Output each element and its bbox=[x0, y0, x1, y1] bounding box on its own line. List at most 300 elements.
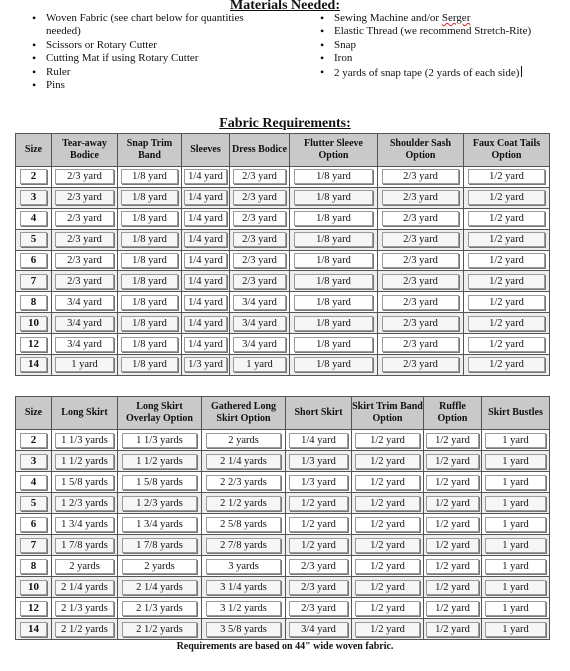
yardage-value: 2/3 yard bbox=[233, 274, 287, 289]
yardage-value: 1/2 yard bbox=[468, 357, 545, 372]
yardage-value: 2 1/3 yards bbox=[122, 601, 197, 616]
yardage-cell bbox=[118, 292, 182, 313]
yardage-cell bbox=[286, 430, 352, 451]
size-cell bbox=[16, 208, 52, 229]
spellcheck-word-serger[interactable]: Serger bbox=[441, 12, 471, 24]
yardage-cell bbox=[286, 619, 352, 640]
yardage-value: 3/4 yard bbox=[55, 316, 114, 331]
yardage-cell bbox=[202, 451, 286, 472]
yardage-value: 1/2 yard bbox=[468, 253, 545, 268]
yardage-value: 1 1/2 yards bbox=[122, 454, 197, 469]
yardage-cell bbox=[378, 355, 464, 376]
size-cell bbox=[16, 313, 52, 334]
yardage-value: 1/2 yard bbox=[355, 622, 419, 637]
yardage-cell bbox=[52, 208, 118, 229]
table-row bbox=[16, 430, 550, 451]
yardage-value: 1/2 yard bbox=[426, 475, 478, 490]
table-row bbox=[16, 598, 550, 619]
yardage-value: 2/3 yard bbox=[289, 580, 348, 595]
yardage-cell bbox=[182, 250, 230, 271]
column-header: Shoulder Sash Option bbox=[378, 134, 464, 167]
yardage-value: 2 1/4 yards bbox=[122, 580, 197, 595]
column-header: Short Skirt bbox=[286, 397, 352, 430]
yardage-value: 1 3/4 yards bbox=[122, 517, 197, 532]
yardage-value: 1 1/2 yards bbox=[55, 454, 114, 469]
yardage-cell bbox=[482, 556, 550, 577]
table-row bbox=[16, 271, 550, 292]
yardage-value: 2/3 yard bbox=[233, 190, 287, 205]
table-row bbox=[16, 313, 550, 334]
yardage-value: 1/8 yard bbox=[294, 211, 373, 226]
yardage-value: 1/2 yard bbox=[426, 601, 478, 616]
yardage-value: 2/3 yard bbox=[55, 253, 114, 268]
yardage-cell bbox=[290, 250, 378, 271]
yardage-value: 3/4 yard bbox=[233, 337, 287, 352]
size-value: 14 bbox=[20, 622, 47, 637]
yardage-value: 1 yard bbox=[485, 433, 546, 448]
materials-item: • Cutting Mat if using Rotary Cutter bbox=[30, 52, 255, 65]
yardage-value: 1/2 yard bbox=[468, 337, 545, 352]
yardage-cell bbox=[52, 167, 118, 188]
size-value: 4 bbox=[20, 475, 47, 490]
size-value: 5 bbox=[20, 232, 47, 247]
yardage-cell bbox=[290, 271, 378, 292]
yardage-cell bbox=[230, 355, 290, 376]
yardage-cell bbox=[352, 451, 424, 472]
yardage-value: 1 yard bbox=[485, 538, 546, 553]
yardage-cell bbox=[202, 472, 286, 493]
yardage-cell bbox=[378, 313, 464, 334]
yardage-value: 1 5/8 yards bbox=[122, 475, 197, 490]
yardage-cell bbox=[118, 313, 182, 334]
yardage-value: 1/2 yard bbox=[468, 169, 545, 184]
yardage-value: 3 yards bbox=[206, 559, 281, 574]
size-cell bbox=[16, 619, 52, 640]
yardage-cell bbox=[290, 167, 378, 188]
yardage-cell bbox=[230, 167, 290, 188]
table-header-row bbox=[16, 397, 550, 430]
table-row bbox=[16, 493, 550, 514]
column-header: Flutter Sleeve Option bbox=[290, 134, 378, 167]
yardage-value: 1/2 yard bbox=[355, 538, 419, 553]
yardage-cell bbox=[118, 556, 202, 577]
yardage-value: 2/3 yard bbox=[382, 211, 459, 226]
yardage-cell bbox=[290, 292, 378, 313]
yardage-value: 1/2 yard bbox=[468, 232, 545, 247]
yardage-value: 2/3 yard bbox=[382, 232, 459, 247]
size-value: 10 bbox=[20, 580, 47, 595]
yardage-cell bbox=[482, 535, 550, 556]
yardage-value: 1/2 yard bbox=[426, 454, 478, 469]
size-cell bbox=[16, 556, 52, 577]
yardage-cell bbox=[352, 556, 424, 577]
yardage-cell bbox=[230, 187, 290, 208]
yardage-cell bbox=[182, 334, 230, 355]
yardage-cell bbox=[118, 334, 182, 355]
yardage-cell bbox=[52, 187, 118, 208]
yardage-value: 1/8 yard bbox=[121, 316, 178, 331]
size-value: 8 bbox=[20, 295, 47, 310]
yardage-value: 2 7/8 yards bbox=[206, 538, 281, 553]
yardage-value: 3/4 yard bbox=[233, 295, 287, 310]
yardage-value: 2 1/2 yards bbox=[122, 622, 197, 637]
yardage-value: 3/4 yard bbox=[233, 316, 287, 331]
column-header: Sleeves bbox=[182, 134, 230, 167]
yardage-value: 1/8 yard bbox=[294, 253, 373, 268]
yardage-cell bbox=[290, 355, 378, 376]
yardage-value: 2 2/3 yards bbox=[206, 475, 281, 490]
yardage-cell bbox=[52, 619, 118, 640]
yardage-value: 1/8 yard bbox=[294, 316, 373, 331]
yardage-value: 1/4 yard bbox=[184, 190, 227, 205]
yardage-cell bbox=[378, 250, 464, 271]
yardage-cell bbox=[182, 292, 230, 313]
yardage-value: 2 1/2 yards bbox=[55, 622, 114, 637]
size-cell bbox=[16, 535, 52, 556]
yardage-cell bbox=[230, 271, 290, 292]
yardage-cell bbox=[424, 451, 482, 472]
yardage-cell bbox=[424, 556, 482, 577]
yardage-value: 1/3 yard bbox=[184, 357, 227, 372]
size-value: 7 bbox=[20, 274, 47, 289]
yardage-value: 1/2 yard bbox=[426, 517, 478, 532]
table-row bbox=[16, 187, 550, 208]
yardage-cell bbox=[424, 598, 482, 619]
yardage-value: 1 5/8 yards bbox=[55, 475, 114, 490]
yardage-cell bbox=[52, 430, 118, 451]
yardage-value: 2/3 yard bbox=[233, 232, 287, 247]
yardage-value: 1/8 yard bbox=[121, 190, 178, 205]
yardage-value: 1/2 yard bbox=[355, 580, 419, 595]
yardage-value: 1/3 yard bbox=[289, 454, 348, 469]
yardage-cell bbox=[118, 619, 202, 640]
yardage-cell bbox=[482, 451, 550, 472]
materials-item: • Scissors or Rotary Cutter bbox=[30, 39, 255, 52]
yardage-cell bbox=[286, 472, 352, 493]
yardage-cell bbox=[378, 208, 464, 229]
yardage-cell bbox=[286, 556, 352, 577]
yardage-value: 2/3 yard bbox=[382, 253, 459, 268]
yardage-value: 1/2 yard bbox=[468, 316, 545, 331]
size-value: 3 bbox=[20, 454, 47, 469]
yardage-value: 1/2 yard bbox=[426, 559, 478, 574]
yardage-cell bbox=[290, 229, 378, 250]
yardage-cell bbox=[482, 598, 550, 619]
size-cell bbox=[16, 292, 52, 313]
table-row bbox=[16, 355, 550, 376]
yardage-value: 1 yard bbox=[485, 454, 546, 469]
size-cell bbox=[16, 334, 52, 355]
yardage-cell bbox=[482, 430, 550, 451]
yardage-cell bbox=[202, 598, 286, 619]
yardage-value: 2/3 yard bbox=[233, 169, 287, 184]
size-cell bbox=[16, 451, 52, 472]
yardage-value: 1 yard bbox=[485, 496, 546, 511]
size-value: 6 bbox=[20, 253, 47, 268]
yardage-cell bbox=[230, 250, 290, 271]
materials-item: • Iron bbox=[318, 52, 553, 65]
yardage-cell bbox=[424, 472, 482, 493]
yardage-value: 1/2 yard bbox=[468, 211, 545, 226]
yardage-cell bbox=[182, 167, 230, 188]
yardage-value: 1/2 yard bbox=[468, 274, 545, 289]
yardage-value: 1/8 yard bbox=[121, 274, 178, 289]
materials-title: Materials Needed: bbox=[229, 0, 341, 13]
yardage-cell bbox=[464, 229, 550, 250]
yardage-cell bbox=[352, 472, 424, 493]
yardage-cell bbox=[352, 577, 424, 598]
column-header: Ruffle Option bbox=[424, 397, 482, 430]
yardage-value: 1/8 yard bbox=[121, 337, 178, 352]
yardage-value: 1/8 yard bbox=[121, 211, 178, 226]
yardage-value: 1/2 yard bbox=[426, 538, 478, 553]
yardage-cell bbox=[52, 472, 118, 493]
yardage-value: 1/2 yard bbox=[355, 496, 419, 511]
materials-list-right bbox=[318, 12, 553, 80]
yardage-cell bbox=[290, 208, 378, 229]
yardage-cell bbox=[464, 208, 550, 229]
yardage-value: 1/3 yard bbox=[289, 475, 348, 490]
materials-item-snap-tape-text: 2 yards of snap tape (2 yards of each side) bbox=[334, 66, 520, 79]
yardage-value: 1 yard bbox=[485, 517, 546, 532]
yardage-cell bbox=[118, 167, 182, 188]
yardage-value: 1 2/3 yards bbox=[122, 496, 197, 511]
yardage-cell bbox=[352, 598, 424, 619]
yardage-cell bbox=[52, 598, 118, 619]
size-cell bbox=[16, 598, 52, 619]
yardage-value: 3/4 yard bbox=[55, 337, 114, 352]
yardage-value: 1/8 yard bbox=[121, 232, 178, 247]
yardage-value: 2/3 yard bbox=[289, 601, 348, 616]
yardage-value: 1/2 yard bbox=[355, 517, 419, 532]
yardage-cell bbox=[290, 313, 378, 334]
table-row bbox=[16, 167, 550, 188]
yardage-value: 1/4 yard bbox=[184, 253, 227, 268]
column-header: Skirt Trim Band Option bbox=[352, 397, 424, 430]
yardage-value: 2 yards bbox=[206, 433, 281, 448]
size-cell bbox=[16, 430, 52, 451]
yardage-cell bbox=[286, 493, 352, 514]
yardage-value: 2/3 yard bbox=[233, 253, 287, 268]
yardage-cell bbox=[464, 167, 550, 188]
yardage-cell bbox=[482, 619, 550, 640]
yardage-cell bbox=[290, 334, 378, 355]
yardage-cell bbox=[464, 250, 550, 271]
yardage-cell bbox=[286, 577, 352, 598]
yardage-value: 1 1/3 yards bbox=[122, 433, 197, 448]
yardage-cell bbox=[230, 208, 290, 229]
size-value: 12 bbox=[20, 601, 47, 616]
yardage-cell bbox=[118, 493, 202, 514]
yardage-cell bbox=[118, 514, 202, 535]
yardage-cell bbox=[230, 292, 290, 313]
yardage-cell bbox=[230, 313, 290, 334]
size-cell bbox=[16, 167, 52, 188]
yardage-cell bbox=[182, 313, 230, 334]
yardage-value: 3/4 yard bbox=[55, 295, 114, 310]
materials-item-snap-tape bbox=[318, 66, 553, 80]
yardage-value: 2/3 yard bbox=[382, 274, 459, 289]
yardage-cell bbox=[424, 493, 482, 514]
table-row bbox=[16, 208, 550, 229]
yardage-cell bbox=[52, 577, 118, 598]
yardage-cell bbox=[378, 167, 464, 188]
yardage-value: 1 1/3 yards bbox=[55, 433, 114, 448]
yardage-value: 1 7/8 yards bbox=[55, 538, 114, 553]
yardage-value: 3 1/4 yards bbox=[206, 580, 281, 595]
table-row bbox=[16, 556, 550, 577]
table-row bbox=[16, 229, 550, 250]
yardage-value: 1/8 yard bbox=[121, 295, 178, 310]
size-value: 3 bbox=[20, 190, 47, 205]
yardage-cell bbox=[464, 355, 550, 376]
size-value: 8 bbox=[20, 559, 47, 574]
size-value: 14 bbox=[20, 357, 47, 372]
yardage-cell bbox=[118, 451, 202, 472]
column-header: Long Skirt Overlay Option bbox=[118, 397, 202, 430]
yardage-value: 2 yards bbox=[122, 559, 197, 574]
yardage-cell bbox=[118, 355, 182, 376]
yardage-value: 1/2 yard bbox=[355, 454, 419, 469]
yardage-value: 1/4 yard bbox=[184, 316, 227, 331]
yardage-cell bbox=[352, 514, 424, 535]
yardage-cell bbox=[52, 514, 118, 535]
yardage-value: 2 1/4 yards bbox=[55, 580, 114, 595]
yardage-value: 1 yard bbox=[485, 580, 546, 595]
yardage-cell bbox=[286, 514, 352, 535]
table-row bbox=[16, 619, 550, 640]
yardage-cell bbox=[52, 271, 118, 292]
yardage-cell bbox=[52, 229, 118, 250]
yardage-value: 2/3 yard bbox=[382, 169, 459, 184]
column-header: Long Skirt bbox=[52, 397, 118, 430]
size-cell bbox=[16, 187, 52, 208]
yardage-value: 3 1/2 yards bbox=[206, 601, 281, 616]
yardage-value: 1/2 yard bbox=[355, 475, 419, 490]
yardage-cell bbox=[52, 250, 118, 271]
yardage-cell bbox=[202, 430, 286, 451]
fabric-requirements-title: Fabric Requirements: bbox=[219, 116, 351, 131]
yardage-cell bbox=[52, 292, 118, 313]
yardage-cell bbox=[182, 271, 230, 292]
table-row bbox=[16, 451, 550, 472]
yardage-value: 2/3 yard bbox=[233, 211, 287, 226]
yardage-cell bbox=[424, 430, 482, 451]
size-value: 10 bbox=[20, 316, 47, 331]
table-row bbox=[16, 577, 550, 598]
yardage-value: 1/4 yard bbox=[184, 211, 227, 226]
yardage-cell bbox=[118, 229, 182, 250]
table-row bbox=[16, 514, 550, 535]
yardage-value: 1/8 yard bbox=[121, 169, 178, 184]
yardage-value: 1/4 yard bbox=[184, 337, 227, 352]
yardage-cell bbox=[464, 292, 550, 313]
yardage-value: 1/2 yard bbox=[426, 580, 478, 595]
size-value: 2 bbox=[20, 169, 47, 184]
yardage-cell bbox=[378, 271, 464, 292]
yardage-value: 2 1/4 yards bbox=[206, 454, 281, 469]
yardage-cell bbox=[52, 334, 118, 355]
yardage-cell bbox=[118, 271, 182, 292]
yardage-value: 1/8 yard bbox=[294, 295, 373, 310]
yardage-value: 1 yard bbox=[485, 559, 546, 574]
size-value: 12 bbox=[20, 337, 47, 352]
column-header: Snap Trim Band bbox=[118, 134, 182, 167]
yardage-cell bbox=[182, 355, 230, 376]
yardage-value: 1/2 yard bbox=[426, 622, 478, 637]
column-header: Size bbox=[16, 134, 52, 167]
yardage-cell bbox=[286, 451, 352, 472]
yardage-value: 1/2 yard bbox=[289, 496, 348, 511]
yardage-value: 1/8 yard bbox=[294, 274, 373, 289]
yardage-cell bbox=[52, 535, 118, 556]
yardage-value: 1/8 yard bbox=[294, 169, 373, 184]
yardage-value: 1/2 yard bbox=[426, 433, 478, 448]
materials-item: • Snap bbox=[318, 39, 553, 52]
yardage-value: 1 2/3 yards bbox=[55, 496, 114, 511]
yardage-cell bbox=[286, 598, 352, 619]
yardage-cell bbox=[482, 514, 550, 535]
yardage-value: 1/4 yard bbox=[184, 232, 227, 247]
yardage-value: 2/3 yard bbox=[55, 169, 114, 184]
yardage-cell bbox=[424, 535, 482, 556]
yardage-cell bbox=[352, 619, 424, 640]
yardage-value: 2/3 yard bbox=[382, 357, 459, 372]
yardage-cell bbox=[52, 451, 118, 472]
yardage-value: 2 5/8 yards bbox=[206, 517, 281, 532]
yardage-value: 2/3 yard bbox=[382, 337, 459, 352]
yardage-cell bbox=[118, 208, 182, 229]
yardage-cell bbox=[52, 313, 118, 334]
yardage-value: 1 7/8 yards bbox=[122, 538, 197, 553]
materials-item-sewing-text: Sewing Machine and/or bbox=[334, 12, 442, 24]
yardage-cell bbox=[378, 334, 464, 355]
yardage-cell bbox=[464, 271, 550, 292]
materials-item: • Ruler bbox=[30, 66, 255, 79]
yardage-cell bbox=[482, 472, 550, 493]
size-cell bbox=[16, 514, 52, 535]
yardage-cell bbox=[424, 514, 482, 535]
yardage-value: 2 yards bbox=[55, 559, 114, 574]
yardage-value: 1/2 yard bbox=[426, 496, 478, 511]
size-cell bbox=[16, 355, 52, 376]
yardage-cell bbox=[202, 556, 286, 577]
size-cell bbox=[16, 229, 52, 250]
yardage-value: 1/4 yard bbox=[184, 169, 227, 184]
yardage-cell bbox=[290, 187, 378, 208]
yardage-value: 1/8 yard bbox=[294, 357, 373, 372]
skirt-requirements-table bbox=[15, 396, 550, 640]
yardage-value: 1/4 yard bbox=[289, 433, 348, 448]
materials-item: • Woven Fabric (see chart below for quantities needed) bbox=[30, 12, 255, 39]
size-cell bbox=[16, 577, 52, 598]
yardage-cell bbox=[378, 292, 464, 313]
column-header: Size bbox=[16, 397, 52, 430]
size-cell bbox=[16, 250, 52, 271]
yardage-cell bbox=[482, 493, 550, 514]
table-row bbox=[16, 292, 550, 313]
yardage-cell bbox=[202, 535, 286, 556]
yardage-value: 1/8 yard bbox=[294, 190, 373, 205]
yardage-value: 1 yard bbox=[485, 601, 546, 616]
table-row bbox=[16, 535, 550, 556]
yardage-cell bbox=[52, 556, 118, 577]
yardage-cell bbox=[424, 619, 482, 640]
column-header: Tear-away Bodice bbox=[52, 134, 118, 167]
yardage-cell bbox=[424, 577, 482, 598]
yardage-cell bbox=[118, 187, 182, 208]
materials-item: • Elastic Thread (we recommend Stretch-Rite) bbox=[318, 25, 553, 38]
